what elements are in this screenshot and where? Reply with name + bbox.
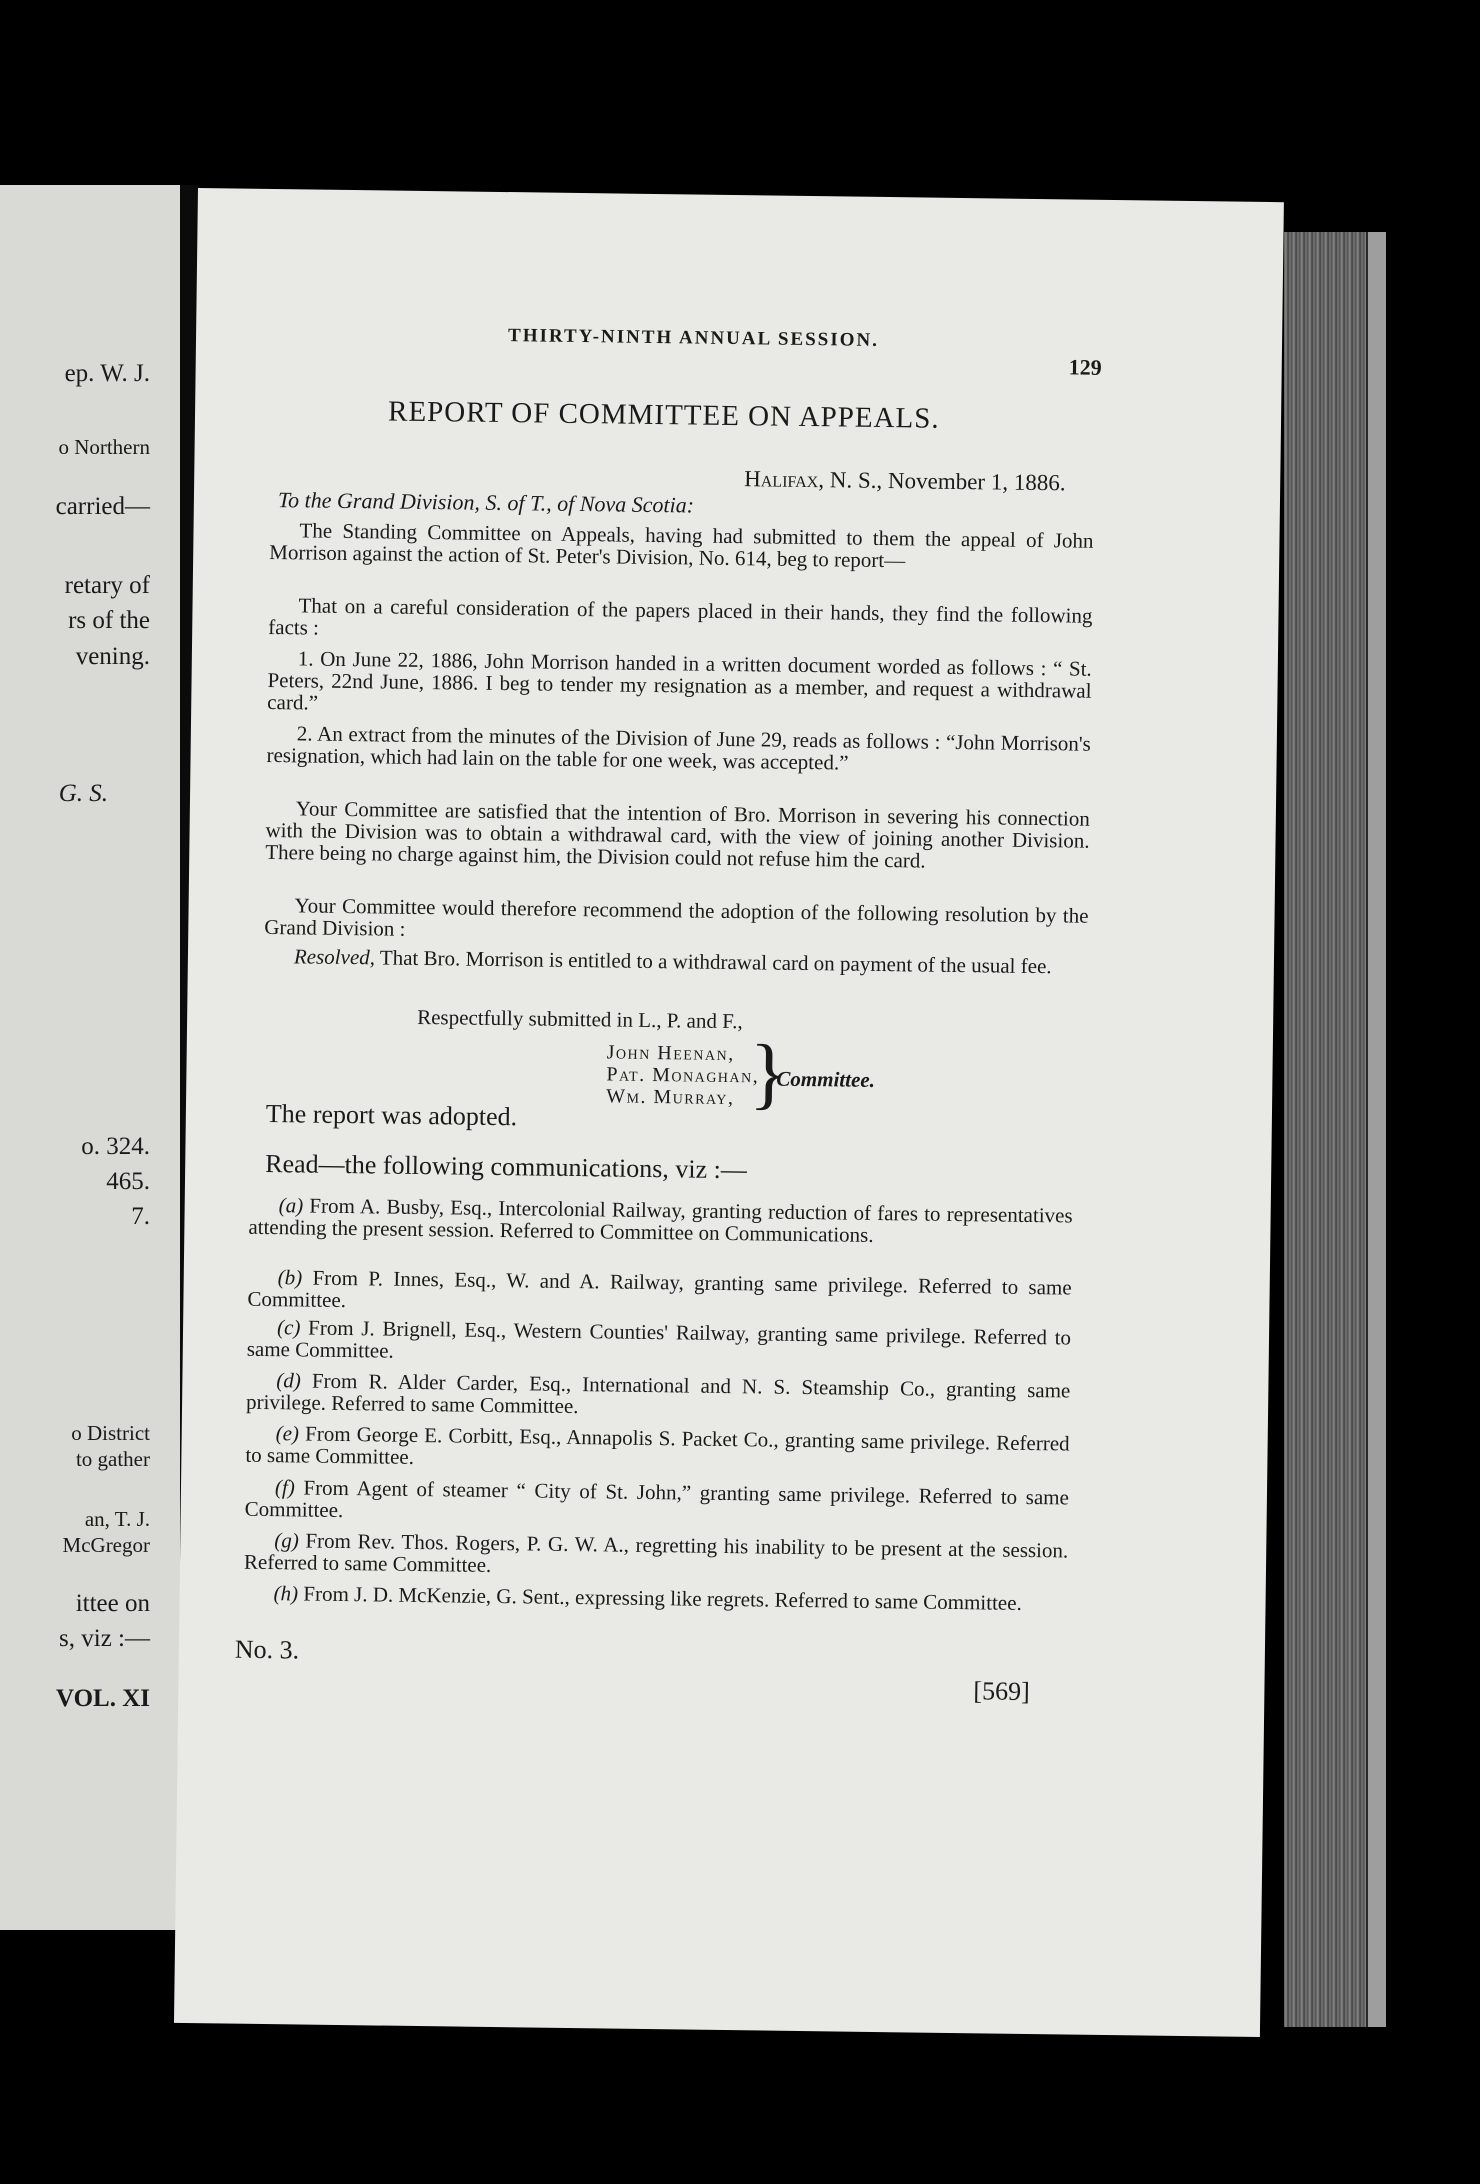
read-heading: Read—the following communications, viz :— <box>265 1148 748 1185</box>
paragraph <box>264 894 1089 949</box>
communication-item <box>248 1194 1073 1249</box>
page-title: REPORT OF COMMITTEE ON APPEALS. <box>387 395 940 435</box>
left-line: 7. <box>131 1203 150 1230</box>
paragraph <box>267 647 1092 724</box>
paragraph <box>269 519 1094 574</box>
left-line: o. 324. <box>81 1133 150 1160</box>
adopted-line: The report was adopted. <box>265 1098 518 1132</box>
left-line: McGregor <box>62 1533 150 1557</box>
item-label: (g) <box>274 1528 299 1553</box>
paragraph <box>265 797 1090 874</box>
left-page-fragment <box>0 185 180 1930</box>
page-number: 129 <box>1068 354 1102 380</box>
paragraph-text: Your Committee are satisfied that the intention of Bro. Morrison in severing his connection with the Division was to obtain a withdrawal card, with the view of joining another Division. There being no charge against him, the Division could not refuse him the card. <box>265 796 1090 873</box>
item-text: From P. Innes, Esq., W. and A. Railway, granting same privilege. Referred to same Committee. <box>247 1265 1072 1313</box>
resolved-text: That Bro. Morrison is entitled to a withdrawal card on payment of the usual fee. <box>374 945 1052 979</box>
communication-item <box>246 1369 1071 1424</box>
communication-item <box>244 1529 1069 1584</box>
paragraph-text: 1. On June 22, 1886, John Morrison handed in a written document worded as follows : “ St. Peters, 22nd June, 1886. I beg to tender my resignation as a member, and request a withdrawal card.” <box>267 646 1092 715</box>
resolution <box>264 945 1088 978</box>
communication-item <box>247 1316 1072 1371</box>
left-line: ittee on <box>75 1590 150 1617</box>
left-line: 465. <box>106 1168 150 1195</box>
signature-mark: No. 3. <box>234 1634 300 1665</box>
paragraph <box>266 722 1091 777</box>
left-line: s, viz :— <box>59 1625 150 1652</box>
left-line: to gather <box>75 1447 150 1471</box>
signature: John Heenan, <box>606 1041 735 1066</box>
submitted-line: Respectfully submitted in L., P. and F., <box>417 1004 743 1034</box>
left-line: o District <box>71 1421 150 1445</box>
left-line: VOL. XI <box>56 1685 150 1712</box>
item-text: From J. D. McKenzie, G. Sent., expressing like regrets. Referred to same Committee. <box>297 1581 1022 1615</box>
left-line: rs of the <box>68 607 150 634</box>
committee-label: Committee. <box>776 1066 876 1092</box>
paragraph-text: 2. An extract from the minutes of the Division of June 29, reads as follows : “John Morrison's resignation, which had lain on the table for one week, was accepted.” <box>266 721 1091 775</box>
item-text: From George E. Corbitt, Esq., Annapolis S. Packet Co., granting same privilege. Referred to same Committee. <box>245 1421 1070 1469</box>
item-text: From A. Busby, Esq., Intercolonial Railway, granting reduction of fares to representatives attending the present session. Referred to Committee on Communications. <box>248 1193 1073 1247</box>
dateline <box>744 466 1066 496</box>
addressee: To the Grand Division, S. of T., of Nova Scotia: <box>277 487 695 518</box>
item-text: From R. Alder Carder, Esq., International and N. S. Steamship Co., granting same privilege. Referred to same Committee. <box>245 1368 1071 1419</box>
item-text: From Agent of steamer “ City of St. John,” granting same privilege. Referred to same Committee. <box>244 1475 1070 1523</box>
item-label: (f) <box>274 1475 295 1500</box>
item-label: (b) <box>277 1265 303 1290</box>
dateline-place: Halifax, N. S., <box>744 466 883 493</box>
item-text: From Rev. Thos. Rogers, P. G. W. A., regretting his inability to be present at the session. Referred to same Committee. <box>243 1528 1069 1577</box>
paragraph-text: That on a careful consideration of the papers placed in their hands, they find the following facts : <box>268 593 1093 640</box>
communication-item <box>247 1266 1072 1321</box>
item-label: (d) <box>276 1368 302 1393</box>
communication-item <box>245 1476 1070 1531</box>
left-line: retary of <box>64 572 150 599</box>
item-text: From J. Brignell, Esq., Western Counties' Railway, granting same privilege. Referred to same Committee. <box>246 1315 1072 1363</box>
signature: Pat. Monaghan, <box>606 1063 760 1088</box>
resolved-label: Resolved, <box>293 944 376 970</box>
brace-icon: } <box>748 1029 789 1118</box>
signature: Wm. Murray, <box>606 1085 735 1110</box>
item-label: (h) <box>273 1581 299 1606</box>
item-label: (e) <box>275 1421 300 1446</box>
book-page <box>174 188 1284 2037</box>
paragraph <box>268 594 1093 649</box>
communication-item <box>243 1582 1067 1615</box>
item-label: (c) <box>276 1315 301 1340</box>
running-head: THIRTY-NINTH ANNUAL SESSION. <box>507 325 880 351</box>
paragraph-text: Your Committee would therefore recommend the adoption of the following resolution by the Grand Division : <box>264 893 1089 941</box>
paragraph-text: The Standing Committee on Appeals, having had submitted to them the appeal of John Morrison against the action of St. Peter's Division, No. 614, beg to report— <box>269 518 1094 573</box>
left-line: carried— <box>55 493 150 520</box>
left-line: vening. <box>75 643 150 670</box>
left-line: an, T. J. <box>84 1507 150 1531</box>
left-line: o Northern <box>58 435 150 459</box>
left-line: ep. W. J. <box>64 360 150 387</box>
left-line: G. S. <box>58 780 108 807</box>
book-cover-edge <box>1366 232 1386 2027</box>
footer-number: [569] <box>973 1676 1030 1707</box>
item-label: (a) <box>278 1193 304 1218</box>
dateline-date: November 1, 1886. <box>887 468 1066 496</box>
communication-item <box>245 1422 1070 1477</box>
